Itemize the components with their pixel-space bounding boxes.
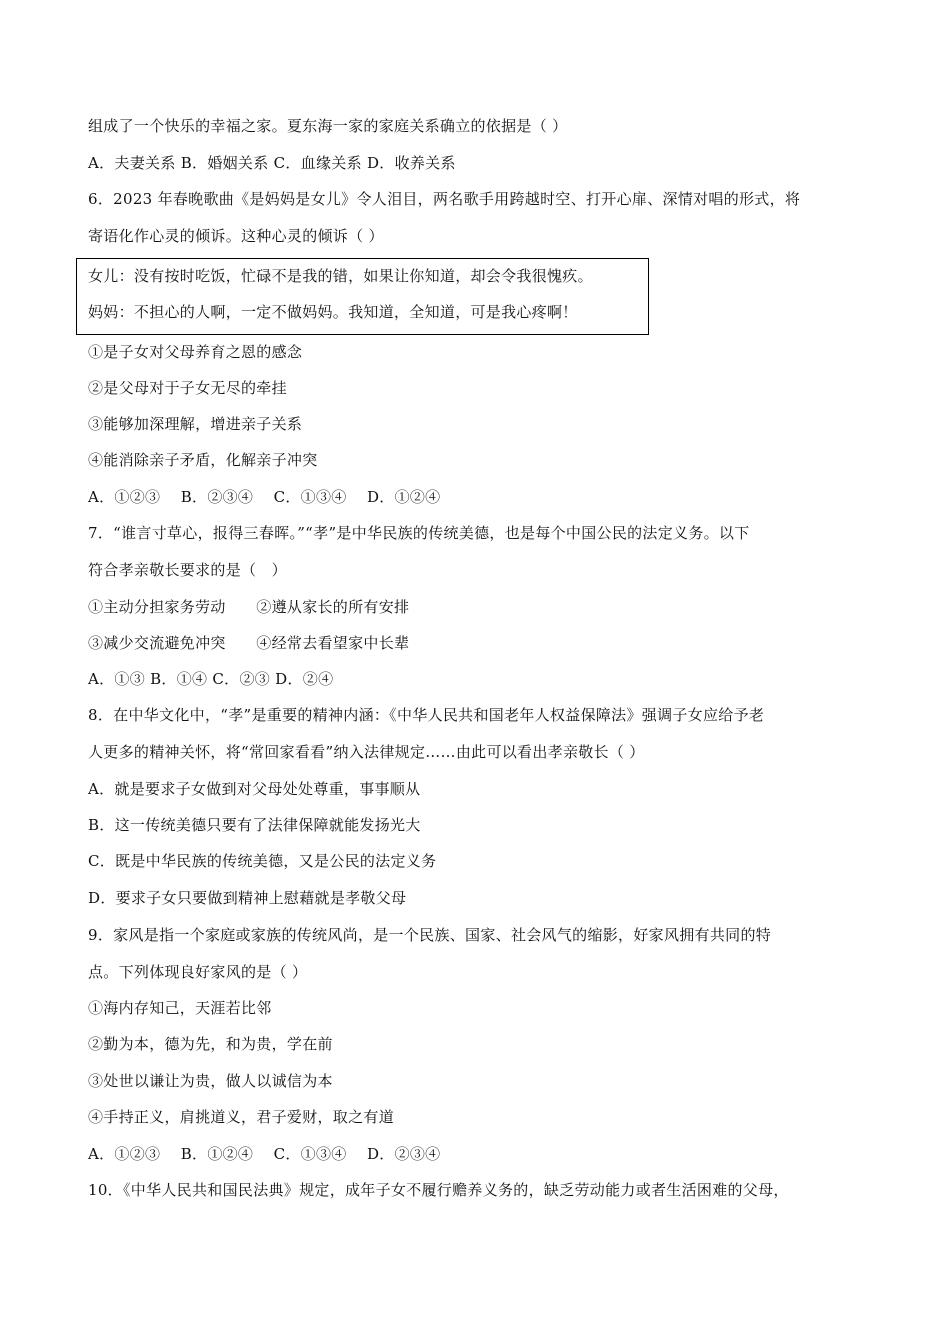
q9-options: A．①②③ B．①②④ C．①③④ D．②③④	[88, 1145, 441, 1163]
q5-options: A．夫妻关系 B．婚姻关系 C．血缘关系 D．收养关系	[88, 154, 456, 172]
q6-stem-line-2: 寄语化作心灵的倾诉。这种心灵的倾诉（ ）	[88, 227, 384, 245]
q7-stem-line-1: 7．“谁言寸草心，报得三春晖。”“孝”是中华民族的传统美德，也是每个中国公民的法定义务。以下	[88, 524, 750, 542]
q6-statement-1: ①是子女对父母养育之恩的感念	[88, 343, 303, 361]
q7-statements-3-4: ③减少交流避免冲突 ④经常去看望家中长辈	[88, 634, 410, 652]
q8-stem-line-2: 人更多的精神关怀，将“常回家看看”纳入法律规定……由此可以看出孝亲敬长（ ）	[88, 743, 645, 761]
q9-statement-1: ①海内存知己，天涯若比邻	[88, 999, 272, 1017]
q9-stem-line-1: 9．家风是指一个家庭或家族的传统风尚，是一个民族、国家、社会风气的缩影，好家风拥有共同的特	[88, 926, 772, 944]
q9-statement-2: ②勤为本，德为先，和为贵，学在前	[88, 1035, 333, 1053]
q10-stem-line-1: 10．《中华人民共和国民法典》规定，成年子女不履行赡养义务的，缺乏劳动能力或者生活困难的父母，	[88, 1181, 789, 1199]
q8-stem-line-1: 8．在中华文化中，“孝”是重要的精神内涵：《中华人民共和国老年人权益保障法》强调子女应给予老	[88, 706, 765, 724]
q7-stem-line-2: 符合孝亲敬长要求的是（ ）	[88, 561, 287, 579]
q6-stem-line-1: 6．2023 年春晚歌曲《是妈妈是女儿》令人泪目，两名歌手用跨越时空、打开心扉、深情对唱的形式，将	[88, 190, 801, 208]
q9-stem-line-2: 点。下列体现良好家风的是（ ）	[88, 963, 308, 981]
q7-statements-1-2: ①主动分担家务劳动 ②遵从家长的所有安排	[88, 598, 410, 616]
q6-dialogue-mother: 妈妈：不担心的人啊，一定不做妈妈。我知道，全知道，可是我心疼啊！	[88, 303, 578, 321]
q9-statement-4: ④手持正义，肩挑道义，君子爱财，取之有道	[88, 1108, 395, 1126]
q6-statement-3: ③能够加深理解，增进亲子关系	[88, 415, 303, 433]
q7-options: A．①③ B．①④ C．②③ D．②④	[88, 670, 334, 688]
q6-statement-2: ②是父母对于子女无尽的牵挂	[88, 379, 287, 397]
q6-options: A．①②③ B．②③④ C．①③④ D．①②④	[88, 488, 441, 506]
q6-dialogue-daughter: 女儿：没有按时吃饭，忙碌不是我的错，如果让你知道，却会令我很愧疚。	[88, 267, 593, 285]
q8-option-a: A．就是要求子女做到对父母处处尊重，事事顺从	[88, 780, 421, 798]
q5-stem-continued: 组成了一个快乐的幸福之家。夏东海一家的家庭关系确立的依据是（ ）	[88, 117, 568, 135]
q9-statement-3: ③处世以谦让为贵，做人以诚信为本	[88, 1072, 333, 1090]
q6-statement-4: ④能消除亲子矛盾，化解亲子冲突	[88, 451, 318, 469]
q8-option-d: D．要求子女只要做到精神上慰藉就是孝敬父母	[88, 889, 407, 907]
q8-option-c: C．既是中华民族的传统美德，又是公民的法定义务	[88, 852, 437, 870]
q8-option-b: B．这一传统美德只要有了法律保障就能发扬光大	[88, 816, 421, 834]
